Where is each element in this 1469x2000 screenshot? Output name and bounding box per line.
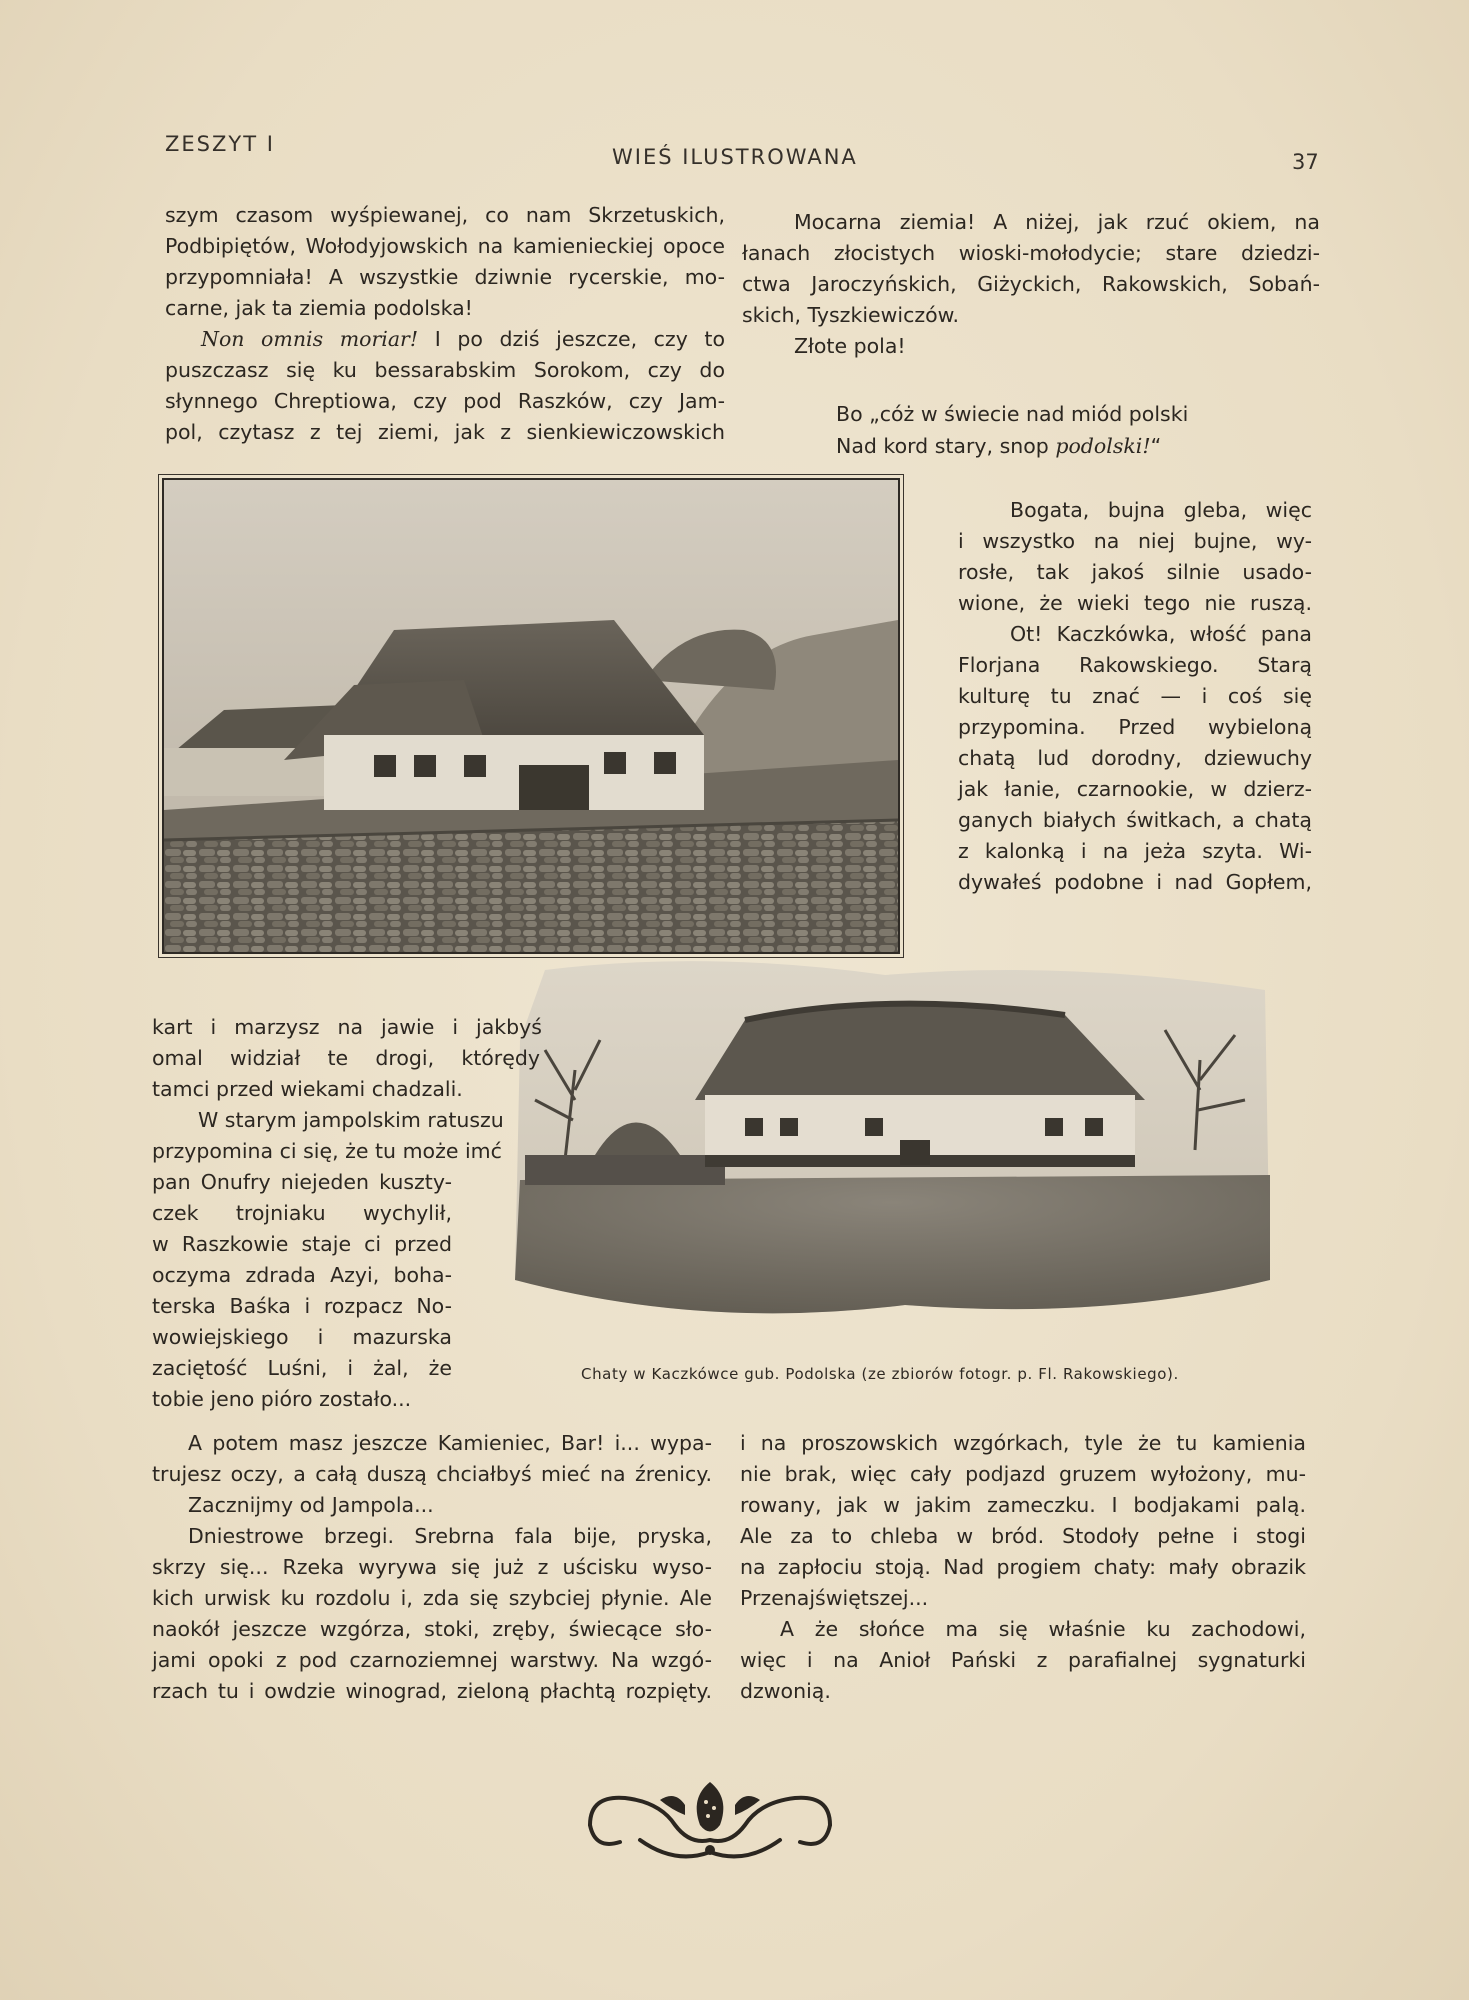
text-line: kulturę tu znać — i coś się: [958, 684, 1312, 708]
text-line: wowiejskiego i mazurska: [152, 1325, 452, 1349]
photo-cottage-with-stone-wall-image: [164, 480, 898, 952]
text-line: skich, Tyszkiewiczów.: [742, 303, 960, 327]
text-line: czek trojniaku wychylił,: [152, 1201, 452, 1225]
text-line: słynnego Chreptiowa, czy pod Raszków, czy Jam-: [165, 389, 725, 413]
column-mid-right: [958, 495, 1312, 898]
text-line: na zapłociu stoją. Nad progiem chaty: mały obrazik: [740, 1555, 1306, 1579]
text-line: Ot! Kaczkówka, włość pana: [1010, 622, 1312, 646]
latin-quote: Non omnis moriar!: [201, 327, 419, 351]
text-line: chatą lud dorodny, dziewuchy: [958, 746, 1312, 770]
verse-line: [836, 430, 1188, 462]
text-line: dzwonią.: [740, 1679, 831, 1703]
text-line: rosłe, tak jakoś silnie usado-: [958, 560, 1312, 584]
text-fragment: podolski!: [1055, 434, 1151, 458]
text-line: łanach złocistych wioski-mołodycie; stare dziedzi-: [742, 241, 1320, 265]
text-line: szym czasom wyśpiewanej, co nam Skrzetuskich,: [165, 203, 725, 227]
text-line: puszczasz się ku bessarabskim Sorokom, czy do: [165, 358, 725, 382]
text-line: rowany, jak w jakim zameczku. I bodjakami palą.: [740, 1493, 1306, 1517]
text-line: dywałeś podobne i nad Gopłem,: [958, 870, 1312, 894]
running-head-title: WIEŚ ILUSTROWANA: [612, 145, 858, 169]
text-line: pan Onufry niejeden kuszty-: [152, 1170, 452, 1194]
text-line: skrzy się... Rzeka wyrywa się już z uścisku wyso-: [152, 1555, 712, 1579]
text-line: kart i marzysz na jawie i jakbyś: [152, 1015, 542, 1039]
text-line: Złote pola!: [794, 334, 906, 358]
text-line: ctwa Jaroczyńskich, Giżyckich, Rakowskich, Sobań-: [742, 272, 1320, 296]
text-line: nie brak, więc cały podjazd gruzem wyłożony, mu-: [740, 1462, 1306, 1486]
photo-cottage-vignette: [505, 950, 1275, 1340]
text-line: A potem masz jeszcze Kamieniec, Bar! i... wypa-: [188, 1431, 712, 1455]
page-number: 37: [1292, 150, 1319, 174]
column-bottom-right: [740, 1428, 1306, 1707]
text-line: z kalonką i na jeża szyta. Wi-: [958, 839, 1312, 863]
text-line: Bogata, bujna gleba, więc: [1010, 498, 1312, 522]
text-fragment: I po dziś jeszcze, czy to: [418, 327, 725, 351]
verse-quote: [836, 398, 1188, 462]
text-line: zaciętość Luśni, i żal, że: [152, 1356, 452, 1380]
text-line: [165, 324, 725, 355]
text-line: W starym jampolskim ratuszu: [198, 1108, 504, 1132]
text-line: i na proszowskich wzgórkach, tyle że tu kamienia: [740, 1431, 1306, 1455]
text-line: przypomina. Przed wybieloną: [958, 715, 1312, 739]
text-line: tamci przed wiekami chadzali.: [152, 1077, 463, 1101]
text-fragment: Nad kord stary, snop: [836, 434, 1056, 458]
text-line: Florjana Rakowskiego. Starą: [958, 653, 1312, 677]
text-line: carne, jak ta ziemia podolska!: [165, 296, 473, 320]
text-line: trujesz oczy, a całą duszą chciałbyś mieć na źrenicy.: [152, 1462, 712, 1486]
column-mid-left: [152, 1012, 542, 1415]
text-line: rzach tu i owdzie winograd, zieloną płachtą rozpięty.: [152, 1679, 712, 1703]
text-line: przypomniała! A wszystkie dziwnie rycerskie, mo-: [165, 265, 725, 289]
text-line: oczyma zdrada Azyi, boha-: [152, 1263, 452, 1287]
floral-ornament-icon: [580, 1770, 840, 1870]
text-line: i wszystko na niej bujne, wy-: [958, 529, 1312, 553]
photo-caption: Chaty w Kaczkówce gub. Podolska (ze zbiorów fotogr. p. Fl. Rakowskiego).: [581, 1365, 1179, 1383]
text-line: tobie jeno pióro zostało...: [152, 1387, 412, 1411]
text-line: przypomina ci się, że tu może imć: [152, 1139, 502, 1163]
text-line: wione, że wieki tego nie ruszą.: [958, 591, 1312, 615]
text-line: Przenajświętszej...: [740, 1586, 929, 1610]
text-line: Zacznijmy od Jampola...: [188, 1493, 434, 1517]
photo-cottage-with-stone-wall: [162, 478, 900, 954]
text-line: jami opoki z pod czarnoziemnej warstwy. Na wzgó-: [152, 1648, 712, 1672]
verse-line: Bo „cóż w świecie nad miód polski: [836, 402, 1189, 426]
text-line: terska Baśka i rozpacz No-: [152, 1294, 452, 1318]
text-fragment: “: [1150, 434, 1162, 458]
text-line: A że słońce ma się właśnie ku zachodowi,: [780, 1617, 1306, 1641]
column-bottom-left: [152, 1428, 712, 1707]
text-line: ganych białych świtkach, a chatą: [958, 808, 1312, 832]
text-line: Mocarna ziemia! A niżej, jak rzuć okiem, na: [794, 210, 1320, 234]
running-head-left: ZESZYT I: [165, 132, 275, 156]
text-line: Dniestrowe brzegi. Srebrna fala bije, pryska,: [188, 1524, 712, 1548]
photo-cottage-vignette-image: [505, 950, 1275, 1340]
text-line: kich urwisk ku rozdolu i, zda się szybciej płynie. Ale: [152, 1586, 712, 1610]
text-line: Ale za to chleba w bród. Stodoły pełne i stogi: [740, 1524, 1306, 1548]
text-line: omal widział te drogi, którędy: [152, 1046, 540, 1070]
text-line: Podbipiętów, Wołodyjowskich na kamienieckiej opoce: [165, 234, 725, 258]
text-line: naokół jeszcze wzgórza, stoki, zręby, świecące sło-: [152, 1617, 712, 1641]
text-line: więc i na Anioł Pański z parafialnej sygnaturki: [740, 1648, 1306, 1672]
column-top-left: [165, 200, 725, 448]
text-line: pol, czytasz z tej ziemi, jak z sienkiewiczowskich: [165, 420, 725, 444]
text-line: jak łanie, czarnookie, w dzierz-: [958, 777, 1312, 801]
column-top-right: [742, 207, 1320, 362]
text-line: w Raszkowie staje ci przed: [152, 1232, 452, 1256]
